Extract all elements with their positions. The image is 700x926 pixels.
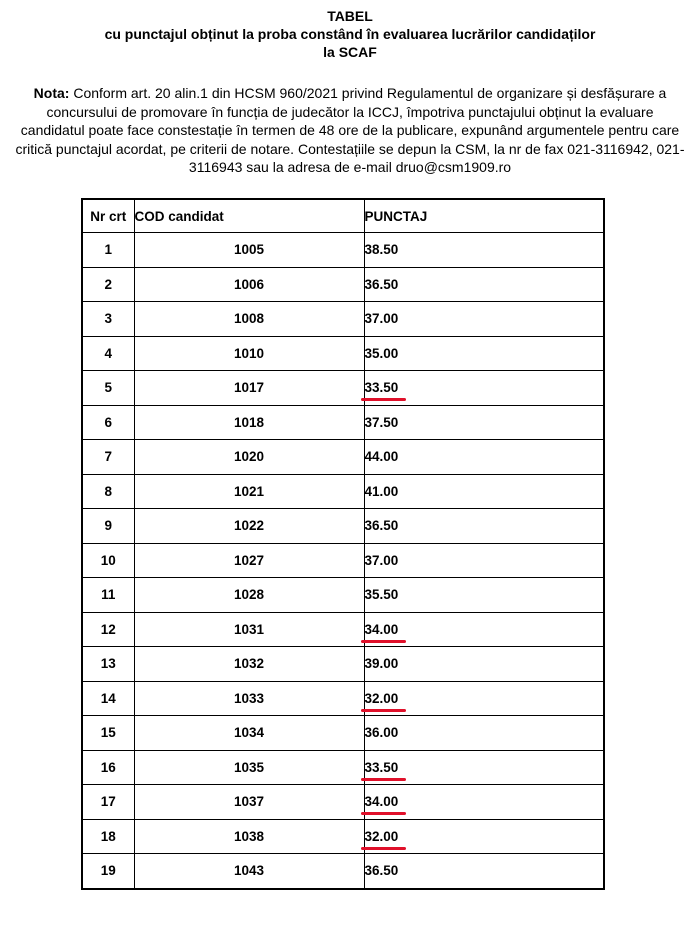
candidate-code: 1006 bbox=[134, 267, 364, 302]
candidate-code: 1038 bbox=[134, 819, 364, 854]
score-text: 41.00 bbox=[364, 483, 399, 499]
note-text: Conform art. 20 alin.1 din HCSM 960/2021 privind Regulamentul de organizare și desfășurare a concursului de promovare în funcția de judecător la ICCJ, împotriva punctajului obținut la evaluare candidatul poate face constestație în termen de 48 ore de la publicare, expunând argumentele pentru care critică punctajul acordat, pe criterii de notare. Contestațiile se depun la CSM, la nr de fax 021-3116942, 021-3116943 sau la adresa de e-mail druo@csm1909.ro bbox=[15, 85, 685, 175]
table-row bbox=[82, 336, 604, 371]
candidate-code: 1033 bbox=[134, 681, 364, 716]
table-row bbox=[82, 716, 604, 751]
row-number: 2 bbox=[82, 267, 134, 302]
candidate-code: 1021 bbox=[134, 474, 364, 509]
score-text: 36.50 bbox=[364, 518, 399, 534]
candidate-code: 1010 bbox=[134, 336, 364, 371]
score-cell bbox=[364, 440, 604, 475]
table-row bbox=[82, 612, 604, 647]
row-number: 10 bbox=[82, 543, 134, 578]
header-cod-candidat: COD candidat bbox=[134, 199, 364, 233]
row-number: 6 bbox=[82, 405, 134, 440]
table-row bbox=[82, 750, 604, 785]
row-number: 7 bbox=[82, 440, 134, 475]
row-number: 3 bbox=[82, 302, 134, 337]
row-number: 1 bbox=[82, 233, 134, 268]
candidate-code: 1018 bbox=[134, 405, 364, 440]
candidate-code: 1008 bbox=[134, 302, 364, 337]
table-row bbox=[82, 474, 604, 509]
row-number: 13 bbox=[82, 647, 134, 682]
red-underline-mark bbox=[361, 709, 407, 712]
score-value bbox=[365, 311, 399, 326]
table-row bbox=[82, 854, 604, 889]
score-value bbox=[365, 277, 399, 292]
document-subtitle: cu punctajul obținut la proba constând în evaluarea lucrărilor candidaților bbox=[104, 26, 596, 42]
score-text: 35.50 bbox=[364, 587, 399, 603]
row-number: 18 bbox=[82, 819, 134, 854]
table-row bbox=[82, 440, 604, 475]
header-nr-crt: Nr crt bbox=[82, 199, 134, 233]
table-row bbox=[82, 405, 604, 440]
table-row bbox=[82, 647, 604, 682]
score-value bbox=[365, 553, 399, 568]
score-text: 36.50 bbox=[364, 863, 399, 879]
score-cell bbox=[364, 785, 604, 820]
score-value bbox=[365, 829, 399, 844]
score-value bbox=[365, 863, 399, 878]
note-paragraph bbox=[14, 84, 686, 177]
score-text: 32.00 bbox=[364, 690, 399, 706]
score-cell bbox=[364, 854, 604, 889]
candidate-code: 1035 bbox=[134, 750, 364, 785]
score-text: 32.00 bbox=[364, 828, 399, 844]
document-subtitle-section: la SCAF bbox=[323, 44, 377, 60]
candidate-code: 1031 bbox=[134, 612, 364, 647]
table-row bbox=[82, 302, 604, 337]
candidate-code: 1034 bbox=[134, 716, 364, 751]
candidate-code: 1005 bbox=[134, 233, 364, 268]
score-text: 37.00 bbox=[364, 552, 399, 568]
score-value bbox=[365, 346, 399, 361]
score-text: 37.50 bbox=[364, 414, 399, 430]
row-number: 14 bbox=[82, 681, 134, 716]
red-underline-mark bbox=[361, 812, 407, 815]
candidate-code: 1037 bbox=[134, 785, 364, 820]
row-number: 12 bbox=[82, 612, 134, 647]
scores-table bbox=[81, 198, 605, 890]
score-value bbox=[365, 518, 399, 533]
score-cell bbox=[364, 233, 604, 268]
score-cell bbox=[364, 509, 604, 544]
score-value bbox=[365, 691, 399, 706]
score-cell bbox=[364, 474, 604, 509]
table-row bbox=[82, 267, 604, 302]
score-value bbox=[365, 760, 399, 775]
table-row bbox=[82, 509, 604, 544]
candidate-code: 1020 bbox=[134, 440, 364, 475]
red-underline-mark bbox=[361, 778, 407, 781]
candidate-code: 1027 bbox=[134, 543, 364, 578]
score-text: 36.00 bbox=[364, 725, 399, 741]
score-value bbox=[365, 587, 399, 602]
score-cell bbox=[364, 716, 604, 751]
candidate-code: 1017 bbox=[134, 371, 364, 406]
score-value bbox=[365, 794, 399, 809]
red-underline-mark bbox=[361, 640, 407, 643]
score-cell bbox=[364, 578, 604, 613]
score-cell bbox=[364, 543, 604, 578]
row-number: 5 bbox=[82, 371, 134, 406]
row-number: 17 bbox=[82, 785, 134, 820]
document-title: TABEL bbox=[327, 8, 373, 24]
score-text: 38.50 bbox=[364, 242, 399, 258]
score-cell bbox=[364, 267, 604, 302]
candidate-code: 1043 bbox=[134, 854, 364, 889]
candidate-code: 1032 bbox=[134, 647, 364, 682]
score-value bbox=[365, 449, 399, 464]
score-text: 34.00 bbox=[364, 794, 399, 810]
table-row bbox=[82, 785, 604, 820]
candidate-code: 1028 bbox=[134, 578, 364, 613]
table-header-row bbox=[82, 199, 604, 233]
score-value bbox=[365, 656, 399, 671]
row-number: 11 bbox=[82, 578, 134, 613]
note-label: Nota: bbox=[33, 85, 70, 101]
row-number: 16 bbox=[82, 750, 134, 785]
red-underline-mark bbox=[361, 398, 407, 401]
row-number: 8 bbox=[82, 474, 134, 509]
red-underline-mark bbox=[361, 847, 407, 850]
table-row bbox=[82, 578, 604, 613]
score-cell bbox=[364, 302, 604, 337]
table-row bbox=[82, 681, 604, 716]
row-number: 15 bbox=[82, 716, 134, 751]
score-text: 33.50 bbox=[364, 759, 399, 775]
table-row bbox=[82, 543, 604, 578]
score-value bbox=[365, 242, 399, 257]
score-text: 35.00 bbox=[364, 345, 399, 361]
score-value bbox=[365, 380, 399, 395]
row-number: 19 bbox=[82, 854, 134, 889]
score-text: 37.00 bbox=[364, 311, 399, 327]
score-cell bbox=[364, 819, 604, 854]
score-text: 36.50 bbox=[364, 276, 399, 292]
score-cell bbox=[364, 612, 604, 647]
header-punctaj: PUNCTAJ bbox=[364, 199, 604, 233]
score-cell bbox=[364, 681, 604, 716]
score-text: 33.50 bbox=[364, 380, 399, 396]
table-row bbox=[82, 233, 604, 268]
score-text: 44.00 bbox=[364, 449, 399, 465]
score-value bbox=[365, 415, 399, 430]
score-text: 34.00 bbox=[364, 621, 399, 637]
score-value bbox=[365, 484, 399, 499]
candidate-code: 1022 bbox=[134, 509, 364, 544]
score-value bbox=[365, 622, 399, 637]
score-cell bbox=[364, 336, 604, 371]
score-text: 39.00 bbox=[364, 656, 399, 672]
row-number: 4 bbox=[82, 336, 134, 371]
score-value bbox=[365, 725, 399, 740]
table-row bbox=[82, 819, 604, 854]
table-row bbox=[82, 371, 604, 406]
row-number: 9 bbox=[82, 509, 134, 544]
score-cell bbox=[364, 405, 604, 440]
score-cell bbox=[364, 750, 604, 785]
score-cell bbox=[364, 371, 604, 406]
score-cell bbox=[364, 647, 604, 682]
